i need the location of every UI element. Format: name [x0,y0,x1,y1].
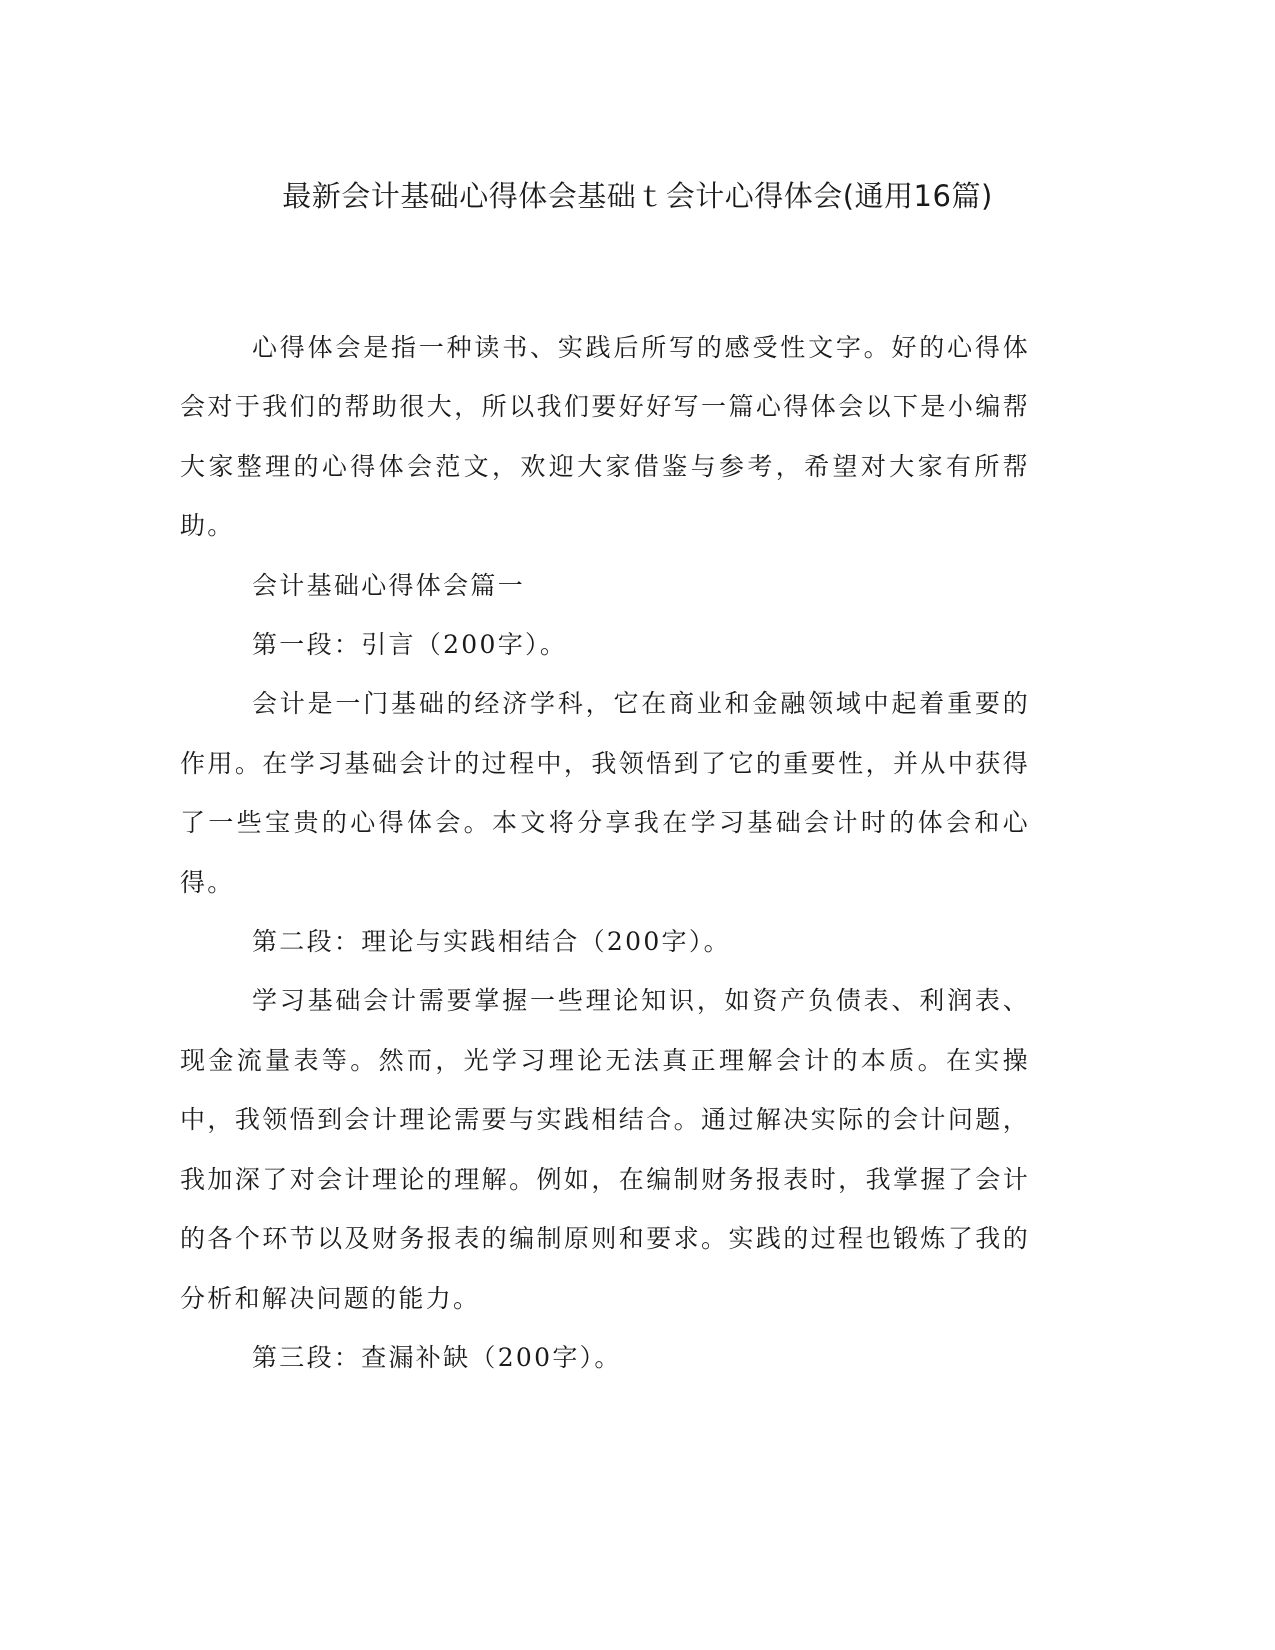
intro-paragraph: 心得体会是指一种读书、实践后所写的感受性文字。好的心得体会对于我们的帮助很大，所以我们要好好写一篇心得体会以下是小编帮大家整理的心得体会范文，欢迎大家借鉴与参考，希望对大家有所帮助。 [180,333,1030,541]
section-heading: 会计基础心得体会篇一 [252,570,526,600]
subsection-heading: 第一段：引言（200字）。 [252,630,568,660]
subsection-heading: 第三段：查漏补缺（200字）。 [252,1342,622,1372]
subsection-heading: 第二段：理论与实践相结合（200字）。 [252,927,731,957]
document-body [180,318,1030,1387]
document-title: 最新会计基础心得体会基础ｔ会计心得体会(通用16篇) [282,179,993,213]
body-paragraph: 会计是一门基础的经济学科，它在商业和金融领域中起着重要的作用。在学习基础会计的过程中，我领悟到了它的重要性，并从中获得了一些宝贵的心得体会。本文将分享我在学习基础会计时的体会和心得。 [180,689,1030,897]
body-paragraph: 学习基础会计需要掌握一些理论知识，如资产负债表、利润表、现金流量表等。然而，光学习理论无法真正理解会计的本质。在实操中，我领悟到会计理论需要与实践相结合。通过解决实际的会计问题，我加深了对会计理论的理解。例如，在编制财务报表时，我掌握了会计的各个环节以及财务报表的编制原则和要求。实践的过程也锻炼了我的分析和解决问题的能力。 [180,986,1030,1313]
